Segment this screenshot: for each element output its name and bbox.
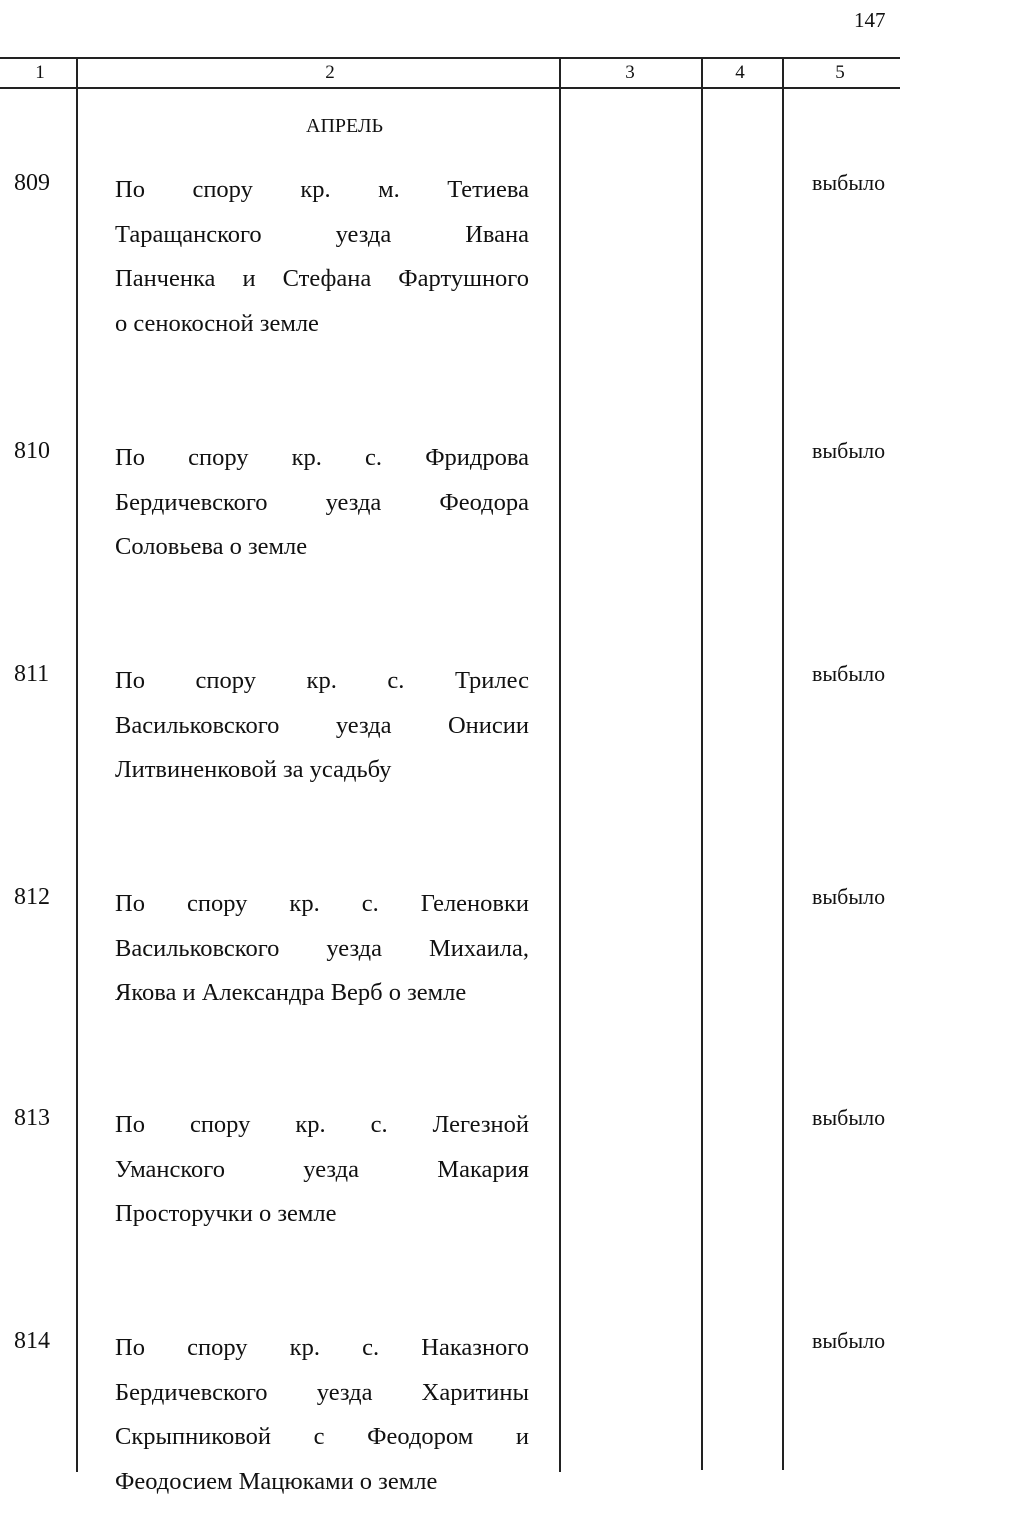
description-line: Бердичевского уезда Феодора [115,488,529,516]
entry-status: выбыло [812,884,886,909]
description-line: Панченка и Стефана Фартушного [115,265,529,292]
description-line: Таращанского уезда Ивана [115,220,529,248]
entry-description [115,168,529,346]
description-line: о сенокосной земле [115,309,319,337]
description-line: Якова и Александра Верб о земле [115,979,467,1006]
column-header-4: 4 [735,62,745,83]
entry-number: 812 [14,884,50,910]
column-divider-3 [701,57,703,1470]
entry-status: выбыло [812,1105,886,1130]
description-line: Уманского уезда Макария [115,1155,529,1183]
description-line: Бердичевского уезда Харитины [115,1378,529,1406]
description-line: Васильковского уезда Михаила, [115,934,529,962]
description-line: По спору кр. с. Геленовки [115,890,529,917]
entry-number: 811 [14,661,50,687]
entry-number: 814 [14,1328,50,1354]
description-line: Соловьева о земле [115,533,308,560]
section-title: АПРЕЛЬ [306,115,384,137]
column-divider-1 [76,57,78,1472]
column-header-2: 2 [325,62,335,83]
entry-status: выбыло [812,1328,886,1353]
table-top-border [0,57,900,59]
description-line: Литвиненковой за усадьбу [115,756,392,783]
column-header-5: 5 [835,62,845,83]
entry-number: 810 [14,438,50,464]
entry-description [115,1103,529,1237]
entry-description [115,882,529,1016]
column-header-3: 3 [625,62,635,83]
description-line: По спору кр. с. Легезной [115,1111,529,1138]
entry-status: выбыло [812,170,886,195]
entry-status: выбыло [812,438,886,463]
entry-description [115,436,529,570]
page-number: 147 [854,8,886,32]
description-line: По спору кр. м. Тетиева [115,176,529,203]
description-line: Просторучки о земле [115,1200,337,1227]
description-line: Васильковского уезда Онисии [115,711,529,739]
column-divider-4 [782,57,784,1470]
description-line: По спору кр. с. Трилес [115,667,529,694]
column-divider-2 [559,57,561,1472]
entry-status: выбыло [812,661,886,686]
entry-description [115,1326,529,1504]
description-line: По спору кр. с. Фридрова [115,444,529,471]
entry-number: 809 [14,170,50,196]
description-line: Феодосием Мацюками о земле [115,1467,438,1495]
description-line: Скрыпниковой с Феодором и [115,1423,529,1450]
entry-description [115,659,529,793]
entry-number: 813 [14,1105,50,1131]
description-line: По спору кр. с. Наказного [115,1334,529,1361]
header-bottom-border [0,87,900,89]
column-header-1: 1 [35,62,45,83]
